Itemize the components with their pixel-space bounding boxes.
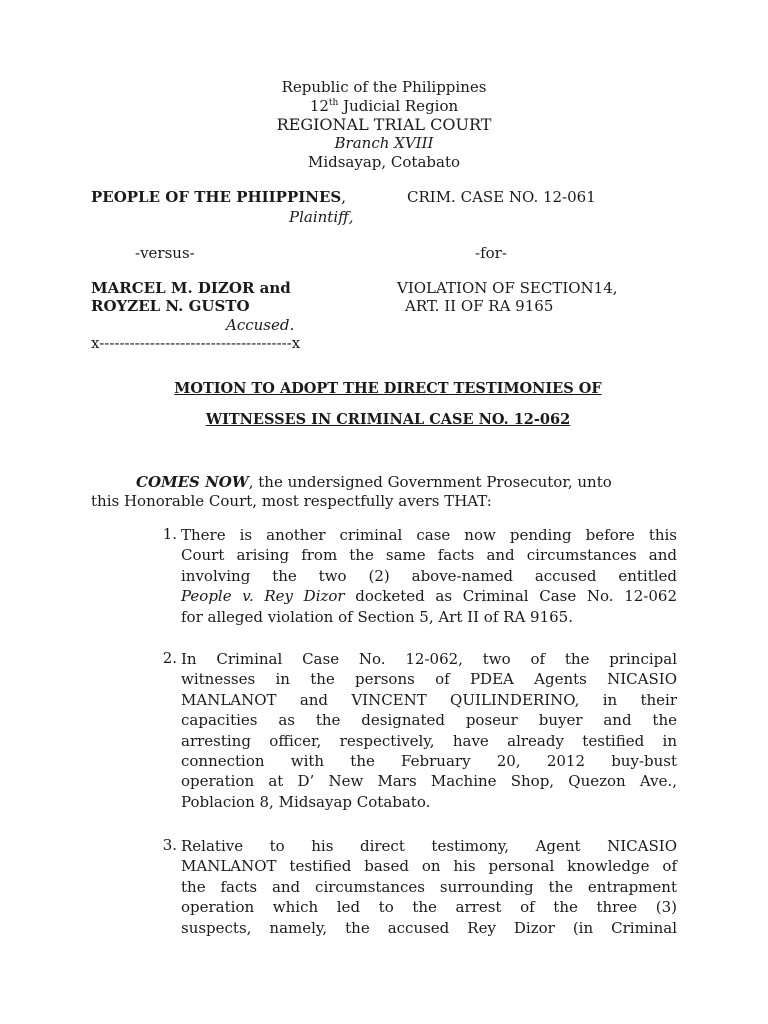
motion-title-line-2: WITNESSES IN CRIMINAL CASE NO. 12-062 [205,411,571,428]
caption-accused-line-2: ROYZEL N. GUSTO [91,297,250,315]
item-3-text: Relative to his direct testimony, Agent NICASIO MANLANOT testified based on his personal knowledge of the facts and circumstances surrounding the entrapment operation which led to the arrest of the three (3) suspects, namely, the accused Rey Dizor (in Criminal [181,837,677,937]
caption-offense-line-1: VIOLATION OF SECTION14, [397,279,618,297]
caption-case-number: CRIM. CASE NO. 12-061 [407,188,596,206]
header-location: Midsayap, Cotabato [307,153,461,171]
header-court: REGIONAL TRIAL COURT [276,115,492,134]
caption-separator: x--------------------------------------x [91,334,301,352]
caption-offense-line-2: ART. II OF RA 9165 [405,297,554,315]
item-2-text: In Criminal Case No. 12-062, two of the principal witnesses in the persons of PDEA Agents NICASIO MANLANOT and VINCENT QUILINDERINO, in their capacities as the designated poseur buyer and the arresting officer, respectively, have already testified in connection with the February 20, 2012 buy-bust operation at D’ New Mars Machine Shop, Quezon Ave., Poblacion 8, Midsayap Cotabato. [181,650,677,811]
header-branch: Branch XVIII [334,134,434,152]
intro-line-2: this Honorable Court, most respectfully avers THAT: [91,492,492,510]
caption-versus: -versus- [135,244,195,262]
caption-accused-role: Accused. [226,316,295,334]
caption-accused-line-1: MARCEL M. DIZOR and [91,279,291,297]
item-2-number: 2. [162,649,177,667]
motion-title-line-1: MOTION TO ADOPT THE DIRECT TESTIMONIES OF [174,380,602,397]
header-republic: Republic of the Philippines [281,78,487,96]
item-1-number: 1. [162,525,177,543]
item-3-number: 3. [162,836,177,854]
intro-paragraph: COMES NOW, the undersigned Government Prosecutor, unto [136,473,612,491]
caption-plaintiff-role: Plaintiff, [289,208,354,226]
item-1-text: There is another criminal case now pending before this Court arising from the same facts and circumstances and involving the two (2) above-named accused entitled People v. Rey Dizor docketed as Criminal Case No. 12-062 for alleged violation of Section 5, Art II of RA 9165. [181,526,677,626]
caption-plaintiff-name: PEOPLE OF THE PHIIPPINES, [91,188,347,206]
header-judicial-region: 12th Judicial Region [309,97,459,115]
caption-for: -for- [475,244,507,262]
